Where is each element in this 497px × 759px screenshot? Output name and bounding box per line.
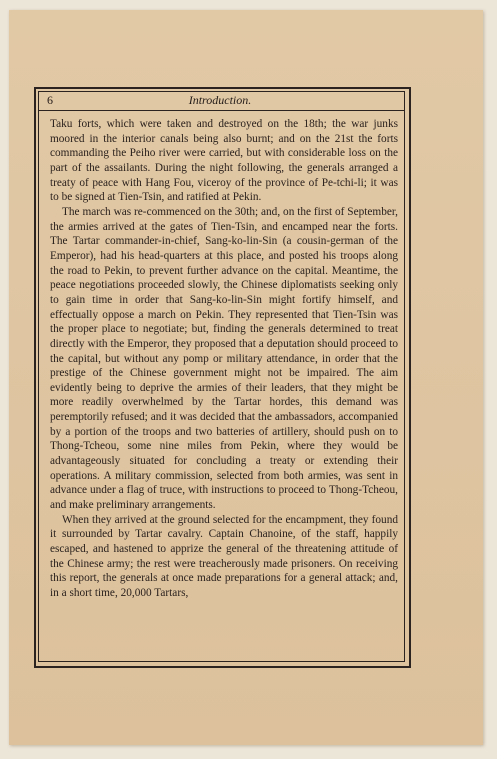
paragraph: Taku forts, which were taken and destroyed on the 18th; the war junks moored in the interior canals being also burnt; and on the 21st the forts commanding the Peiho river were carried, but with considerable loss on the part of the assailants. During the night following, the generals arranged a treaty of peace with Hang Fou, viceroy of the province of Pe-tchi-li; it was to be signed at Tien-Tsin, and ratified at Pekin.	[50, 118, 398, 204]
header-rule	[38, 110, 405, 111]
paragraph: When they arrived at the ground selected for the encampment, they found it surrounded by Tartar cavalry. Captain Chanoine, of the staff, happily escaped, and hastened to apprize the general of the threatening attitude of the Chinese army; the rest were treacherously made prisoners. On receiving this report, the generals at once made preparations for a general attack; and, in a short time, 20,000 Tartars,	[50, 513, 398, 599]
page-number: 6	[47, 93, 53, 107]
body-text	[50, 117, 398, 601]
paragraph: The march was re-commenced on the 30th; and, on the first of September, the armies arrived at the gates of Tien-Tsin, and encamped near the forts. The Tartar commander-in-chief, Sang-ko-lin-Sin (a cousin-german of the Emperor), had his head-quarters at this place, and posted his troops along the road to Pekin, to prevent further advance on the capital. Meantime, the peace negotiations proceeded slowly, the Chinese diplomatists seeking only to gain time in order that Sang-ko-lin-Sin might fortify himself, and effectually oppose a march on Pekin. They represented that Tien-Tsin was the proper place to negotiate; but, finding the generals determined to treat directly with the Emperor, they proposed that a deputation should proceed to the capital, but without any pomp or military attendance, in order that the prestige of the Chinese government might not be impaired. The aim evidently being to deprive the armies of their leaders, that they might be more readily overwhelmed by the Tartar hordes, this demand was peremptorily refused; and it was decided that the ambassadors, accompanied by a portion of the troops and two batteries of artillery, should push on to Thong-Tcheou, some nine miles from Pekin, where they would be advantageously situated for concluding a treaty or extending their operations. A military commission, selected from both armies, was sent in advance under a flag of truce, with instructions to proceed to Thong-Tcheou, and make preliminary arrangements.	[50, 205, 398, 512]
running-head: Introduction.	[188, 93, 252, 107]
